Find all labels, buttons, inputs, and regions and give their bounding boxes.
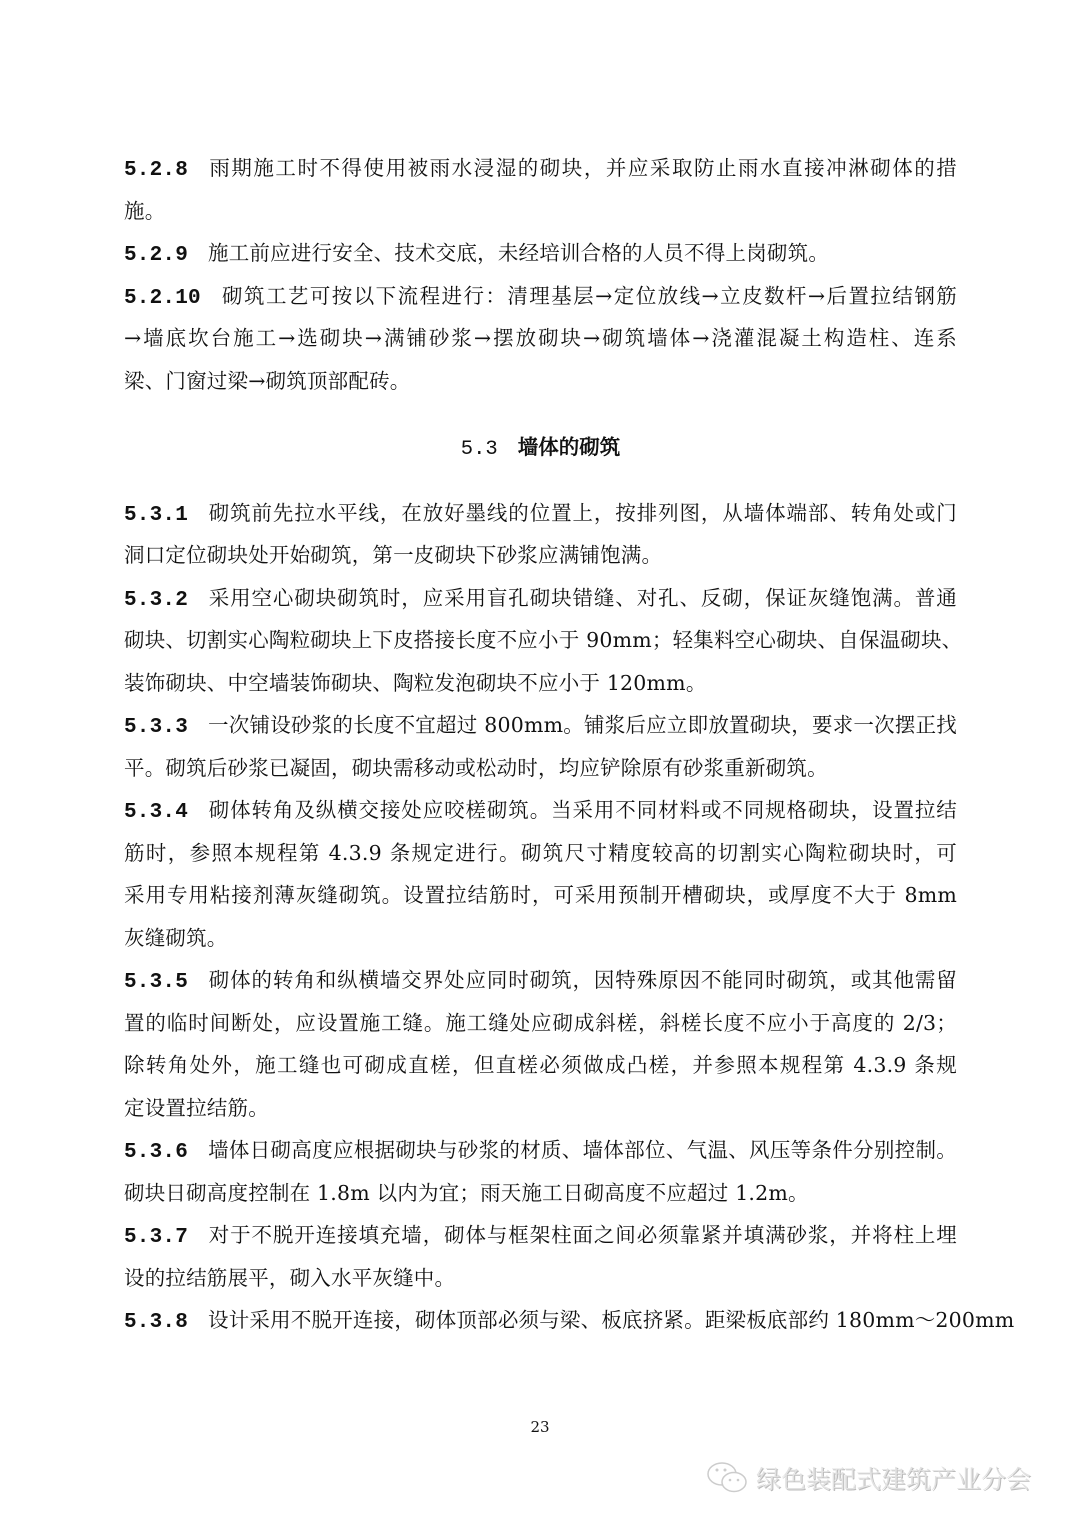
clause-paragraph (124, 789, 957, 959)
clause-text: 筋时，参照本规程第 4.3.9 条规定进行。砌筑尺寸精度较高的切割实心陶粒砌块时，可 (124, 840, 957, 865)
clause-text: 砌筑前先拉水平线，在放好墨线的位置上，按排列图，从墙体端部、转角处或门 (208, 500, 957, 525)
clause-number: 5.3.6 (124, 1141, 189, 1164)
clause-paragraph (124, 959, 957, 1129)
clause-text: →墙底坎台施工→选砌块→满铺砂浆→摆放砌块→砌筑墙体→浇灌混凝土构造柱、连系 (124, 326, 957, 350)
clause-paragraph (124, 1129, 957, 1214)
section-title: 墙体的砌筑 (517, 434, 621, 459)
text-line (124, 1002, 957, 1045)
clause-text: 砌块、切割实心陶粒砌块上下皮搭接长度不应小于 90mm；轻集料空心砌块、自保温砌块、 (124, 628, 963, 652)
text-line (124, 317, 957, 360)
text-line (124, 1129, 957, 1172)
clause-text: 灰缝砌筑。 (124, 925, 228, 950)
document-body (124, 147, 1015, 1342)
clause-paragraph (124, 1299, 1015, 1342)
clause-paragraph (124, 147, 957, 232)
text-line (124, 1044, 957, 1087)
watermark-text: 绿色装配式建筑产业分会 (756, 1465, 1032, 1494)
text-line (124, 662, 957, 705)
clause-text: 砌筑工艺可按以下流程进行：清理基层→定位放线→立皮数杆→后置拉结钢筋 (220, 283, 957, 308)
text-line (124, 704, 957, 747)
text-line (124, 275, 957, 318)
clause-text: 除转角处外，施工缝也可砌成直槎，但直槎必须做成凸槎，并参照本规程第 4.3.9 条规 (124, 1053, 957, 1077)
clause-number: 5.2.10 (124, 286, 201, 310)
text-line (124, 747, 957, 790)
text-line (124, 577, 957, 620)
clause-text: 墙体日砌高度应根据砌块与砂浆的材质、墙体部位、气温、风压等条件分别控制。 (208, 1138, 957, 1162)
clause-paragraph (124, 232, 957, 275)
clause-text: 砌体转角及纵横交接处应咬槎砌筑。当采用不同材料或不同规格砌块，设置拉结 (208, 798, 957, 822)
clause-paragraph (124, 1214, 957, 1299)
text-line (124, 360, 957, 403)
clause-text: 对于不脱开连接填充墙，砌体与框架柱面之间必须靠紧并填满砂浆，并将柱上埋 (208, 1223, 957, 1247)
clause-text: 采用空心砌块砌筑时，应采用盲孔砌块错缝、对孔、反砌，保证灰缝饱满。普通 (208, 585, 957, 610)
watermark (706, 1460, 1031, 1496)
clause-paragraph (124, 275, 957, 403)
clause-text: 梁、门窗过梁→砌筑顶部配砖。 (124, 368, 411, 393)
text-line (124, 190, 957, 233)
clause-paragraph (124, 704, 957, 789)
clause-number: 5.3.1 (124, 503, 189, 527)
clause-text: 采用专用粘接剂薄灰缝砌筑。设置拉结筋时，可采用预制开槽砌块，或厚度不大于 8mm (124, 883, 957, 907)
text-line (124, 789, 957, 832)
clause-text: 一次铺设砂浆的长度不宜超过 800mm。铺浆后应立即放置砌块，要求一次摆正找 (208, 713, 957, 737)
section-heading (124, 426, 957, 469)
wechat-icon (706, 1461, 750, 1495)
clause-text: 置的临时间断处，应设置施工缝。施工缝处应砌成斜槎，斜槎长度不应小于高度的 2/3； (124, 1010, 957, 1035)
clause-number: 5.3.4 (124, 801, 189, 824)
clause-text: 平。砌筑后砂浆已凝固，砌块需移动或松动时，均应铲除原有砂浆重新砌筑。 (124, 755, 828, 780)
clause-text: 雨期施工时不得使用被雨水浸湿的砌块，并应采取防止雨水直接冲淋砌体的措 (208, 156, 957, 180)
text-line (124, 492, 957, 535)
clause-text: 定设置拉结筋。 (124, 1095, 269, 1120)
clause-number: 5.3.5 (124, 971, 189, 994)
clause-paragraph (124, 577, 963, 705)
clause-text: 设计采用不脱开连接，砌体顶部必须与梁、板底挤紧。距梁板底部约 180mm～200mm (208, 1308, 1015, 1332)
text-line (124, 832, 957, 875)
clause-text: 装饰砌块、中空墙装饰砌块、陶粒发泡砌块不应小于 120mm。 (124, 670, 707, 695)
clause-number: 5.2.8 (124, 159, 189, 182)
text-line (124, 917, 957, 960)
clause-number: 5.3.7 (124, 1226, 189, 1249)
text-line (124, 874, 957, 917)
clause-text: 施工前应进行安全、技术交底，未经培训合格的人员不得上岗砌筑。 (208, 241, 830, 265)
text-line (124, 534, 957, 577)
section-number: 5.3 (460, 437, 498, 461)
text-line (124, 1087, 957, 1130)
text-line (124, 619, 963, 662)
text-line (124, 1299, 1015, 1342)
text-line (124, 1257, 957, 1300)
text-line (124, 1214, 957, 1257)
text-line (124, 232, 957, 275)
clause-text: 设的拉结筋展平，砌入水平灰缝中。 (124, 1265, 456, 1290)
clause-paragraph (124, 492, 957, 577)
clause-number: 5.2.9 (124, 244, 189, 267)
clause-text: 洞口定位砌块处开始砌筑，第一皮砌块下砂浆应满铺饱满。 (124, 543, 663, 567)
clause-text: 施。 (124, 198, 166, 223)
clause-number: 5.3.2 (124, 588, 189, 612)
clause-number: 5.3.3 (124, 716, 189, 739)
clause-text: 砌块日砌高度控制在 1.8m 以内为宜；雨天施工日砌高度不应超过 1.2m。 (124, 1180, 809, 1205)
clause-number: 5.3.8 (124, 1311, 189, 1334)
text-line (124, 959, 957, 1002)
page-number: 23 (530, 1418, 550, 1436)
text-line (124, 1172, 957, 1215)
clause-text: 砌体的转角和纵横墙交界处应同时砌筑，因特殊原因不能同时砌筑，或其他需留 (208, 968, 957, 992)
text-line (124, 147, 957, 190)
